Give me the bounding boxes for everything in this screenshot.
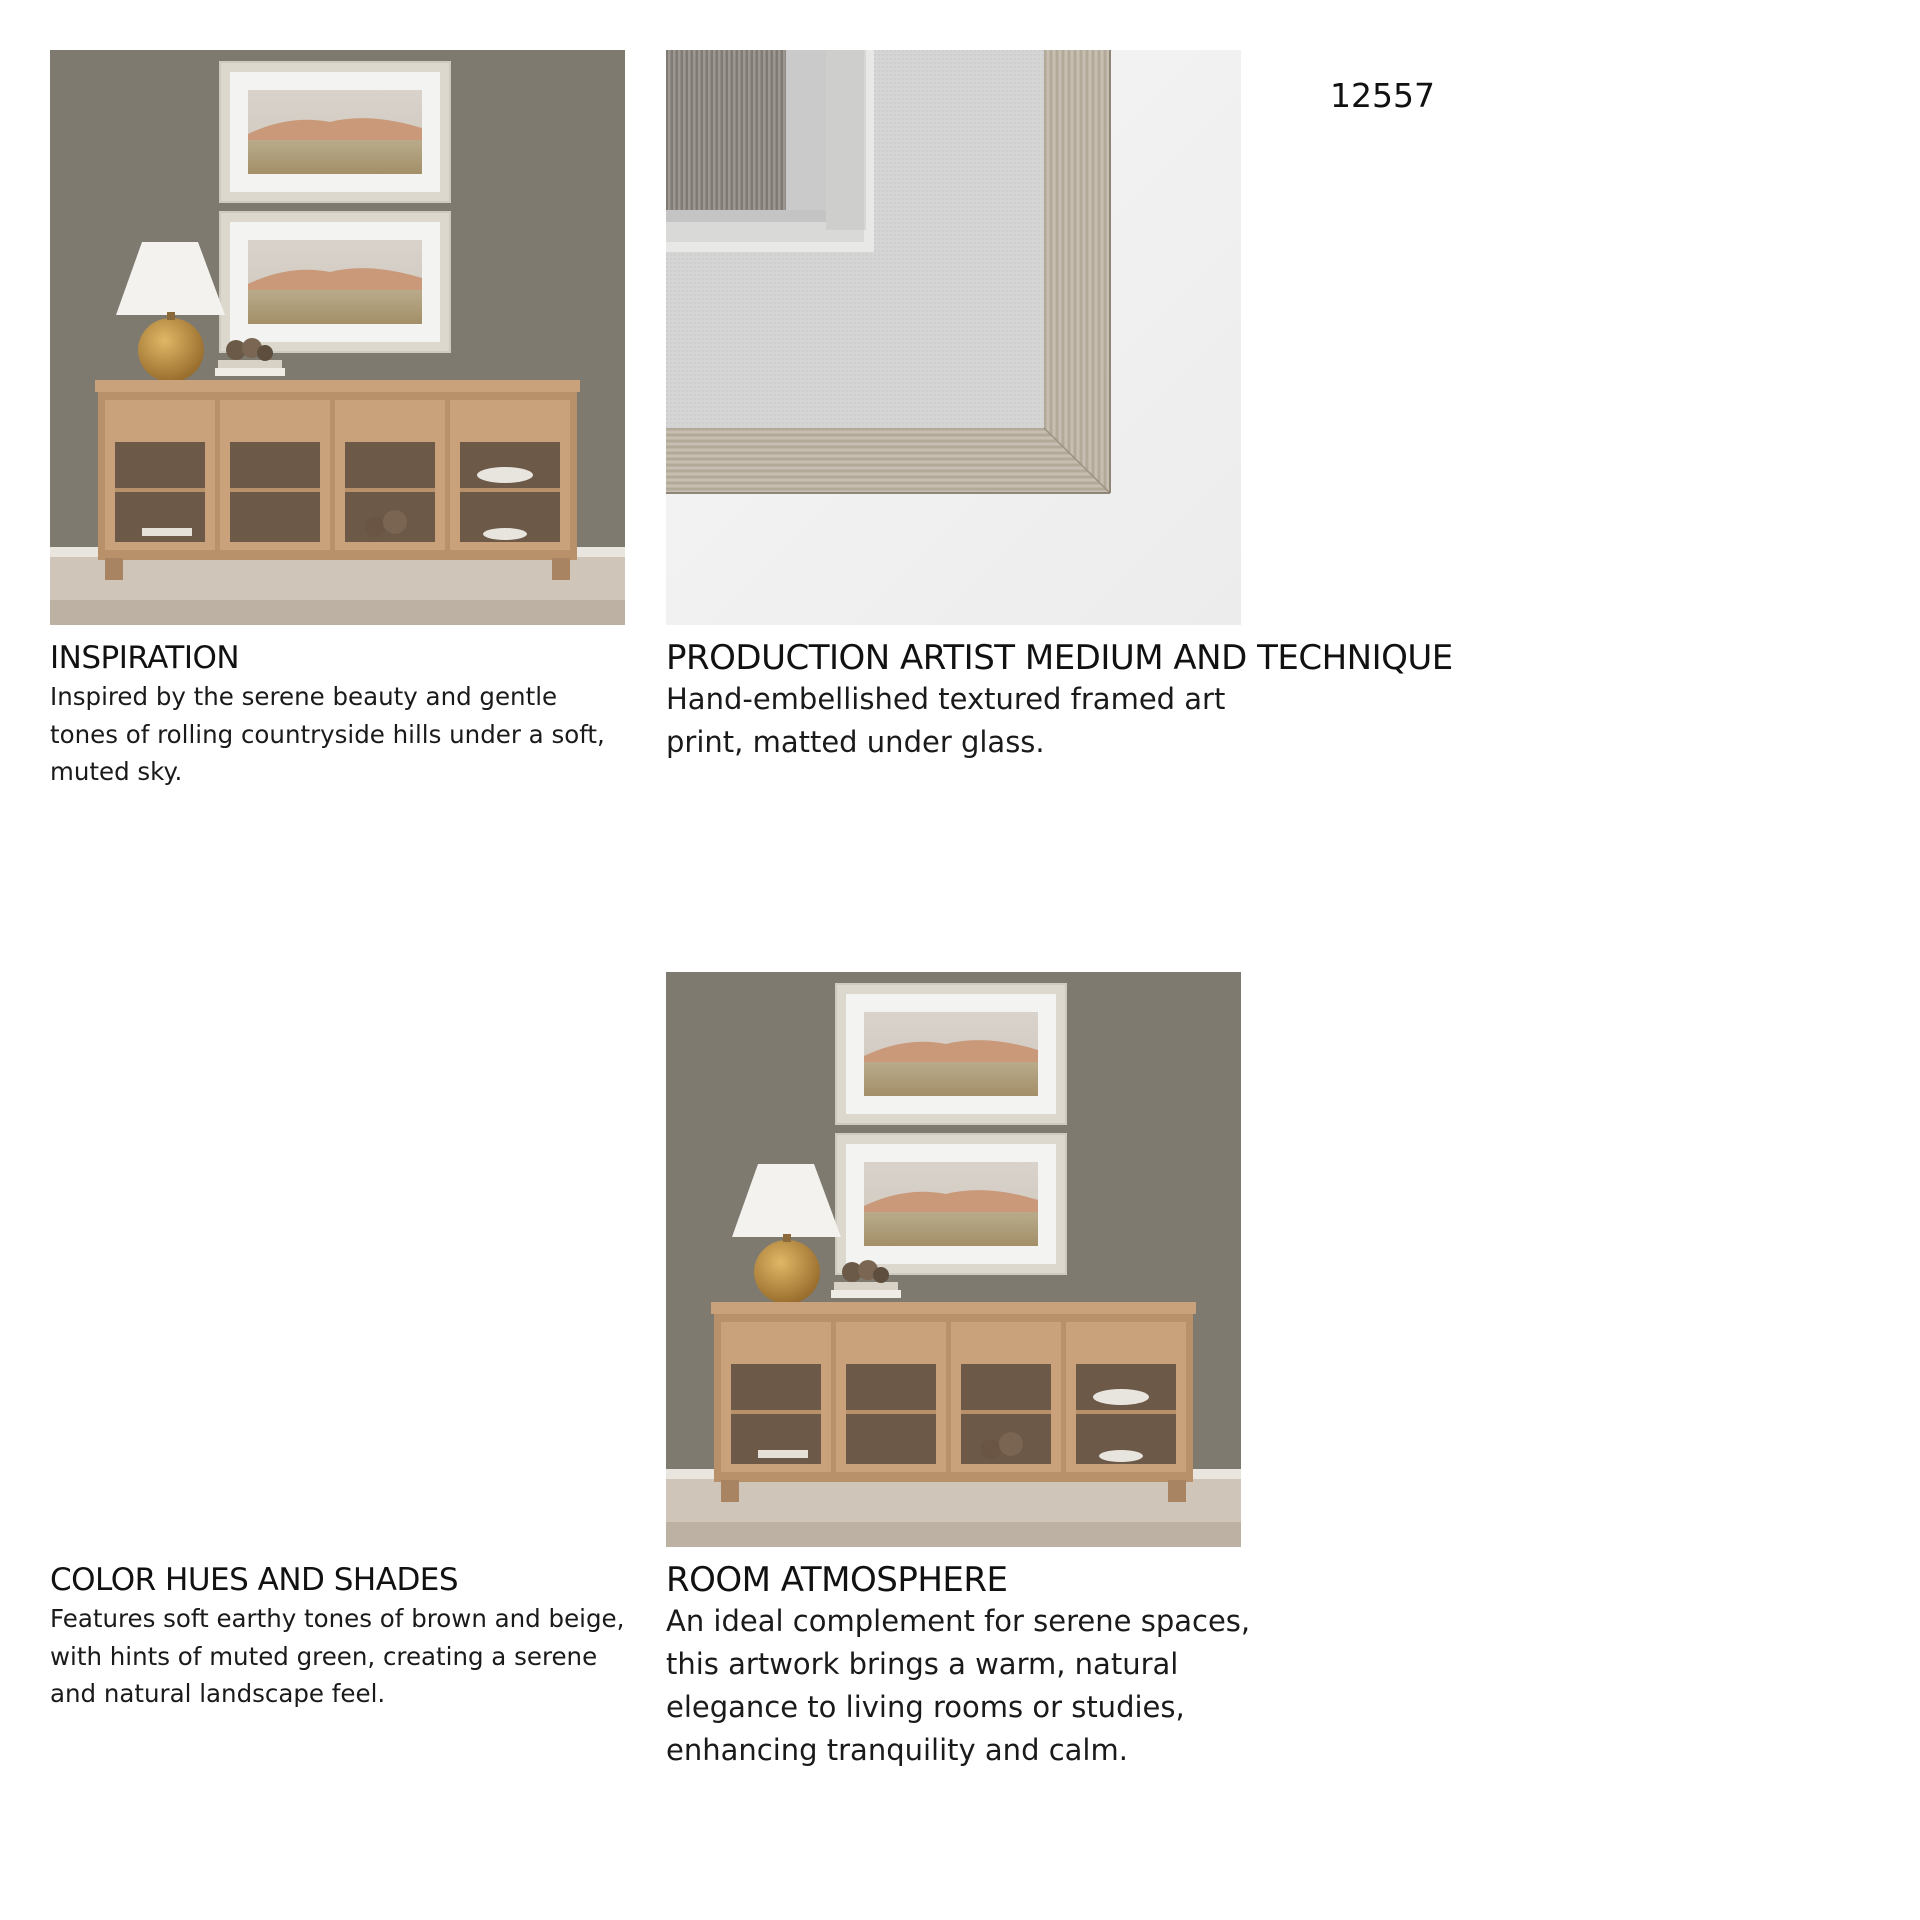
room-atmosphere-heading: ROOM ATMOSPHERE — [666, 1560, 1008, 1600]
room-atmosphere-photo — [666, 972, 1241, 1547]
room-scene-illustration — [666, 972, 1241, 1547]
color-hues-heading: COLOR HUES AND SHADES — [50, 1562, 459, 1598]
inspiration-room-photo — [50, 50, 625, 625]
medium-technique-text: Hand-embellished textured framed art print, matted under glass. — [666, 682, 1226, 759]
color-hues-text: Features soft earthy tones of brown and beige, with hints of muted green, creating a serene and natural landscape feel. — [50, 1604, 625, 1708]
product-sku: 12557 — [1330, 76, 1435, 115]
inspiration-heading: INSPIRATION — [50, 640, 240, 676]
inspiration-text: Inspired by the serene beauty and gentle tones of rolling countryside hills under a soft, muted sky. — [50, 682, 605, 786]
medium-technique-heading: PRODUCTION ARTIST MEDIUM AND TECHNIQUE — [666, 638, 1453, 678]
frame-corner-illustration — [666, 50, 1241, 625]
frame-corner-detail-photo — [666, 50, 1241, 625]
room-atmosphere-text: An ideal complement for serene spaces, this artwork brings a warm, natural elegance to living rooms or studies, enhancing tranquility and calm. — [666, 1604, 1251, 1767]
room-scene-illustration — [50, 50, 625, 625]
